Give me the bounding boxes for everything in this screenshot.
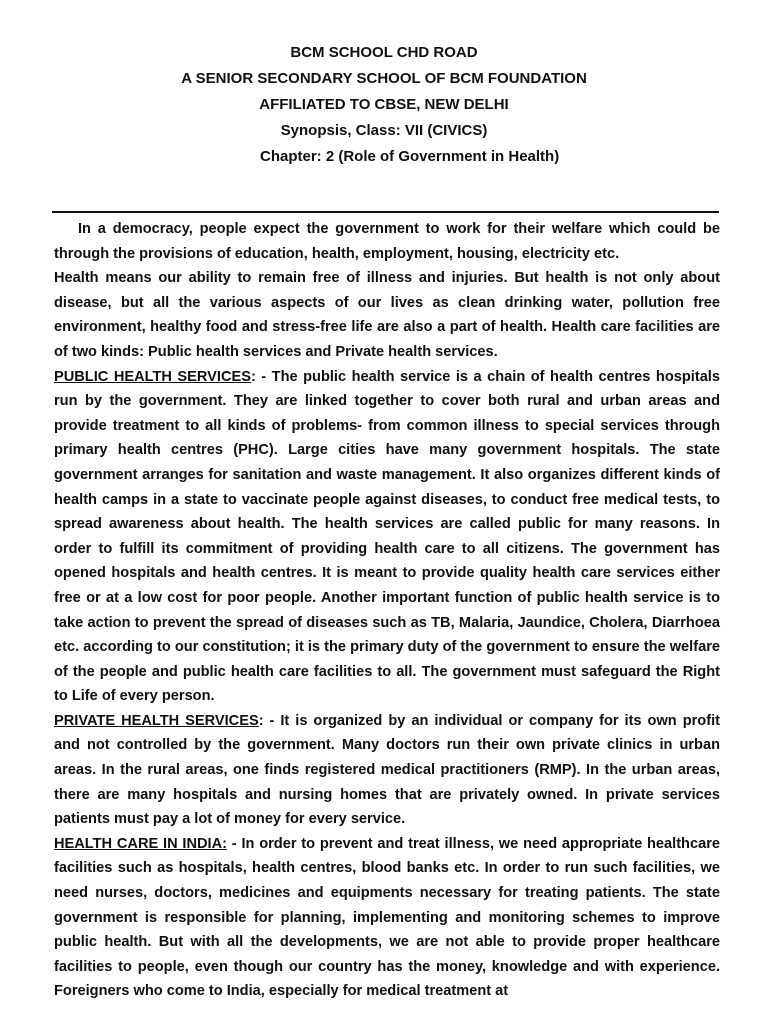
public-health-heading: PUBLIC HEALTH SERVICES [54,368,251,385]
public-health-text: The public health service is a chain of health centres hospitals run by the government. They are linked together to cover both rural and urban areas and provide treatment to all kinds of problems- from common illness to special services through primary health centres (PHC). Large cities have many government hospitals. The state government arranges for sanitation and waste management. It also organizes different kinds of health camps in a state to vaccinate people against diseases, to conduct free medical tests, to spread awareness about health. The health services are called public for many reasons. In order to fulfill its commitment of providing health care to all citizens. The government has opened hospitals and health centres. It is meant to provide quality health care services either free or at a low cost for poor people. Another important function of public health service is to take action to prevent the spread of diseases such as TB, Malaria, Jaundice, Cholera, Diarrhoea etc. according to our constitution; it is the primary duty of the government to ensure the welfare of the people and public health care facilities to all. The government must safeguard the Right to Life of every person. [54,368,720,705]
private-health-text: It is organized by an individual or company for its own profit and not controlled by the government. Many doctors run their own private clinics in urban areas. In the rural areas, one finds registered medical practitioners (RMP). In the urban areas, there are many hospitals and nursing homes that are privately owned. In private services patients must pay a lot of money for every service. [54,712,720,828]
health-care-india-heading: HEALTH CARE IN INDIA: [54,835,227,852]
school-name: BCM SCHOOL CHD ROAD [290,44,478,61]
chapter-title: Chapter: 2 (Role of Government in Health) [260,148,560,165]
school-foundation: A SENIOR SECONDARY SCHOOL OF BCM FOUNDATION [181,70,587,87]
public-health-separator: : - [250,368,272,385]
public-health-paragraph [54,365,720,709]
health-care-india-paragraph [54,832,720,1004]
health-care-india-separator: - [227,835,242,852]
school-affiliation: AFFILIATED TO CBSE, NEW DELHI [259,96,509,113]
private-health-heading: PRIVATE HEALTH SERVICES [54,712,259,729]
intro-paragraph: In a democracy, people expect the government to work for their welfare which could be through the provisions of education, health, employment, housing, electricity etc. [54,221,720,262]
private-health-separator: : - [258,712,281,729]
document-header [0,40,768,170]
private-health-paragraph [54,709,720,832]
health-definition-paragraph: Health means our ability to remain free of illness and injuries. But health is not only about disease, but all the various aspects of our lives as clean drinking water, pollution free environment, healthy food and stress-free life are also a part of health. Health care facilities are of two kinds: Public health services and Private health services. [54,270,720,360]
header-divider [52,211,719,213]
document-body [54,217,720,1004]
health-care-india-text: In order to prevent and treat illness, we need appropriate healthcare facilities such as hospitals, health centres, blood banks etc. In order to run such facilities, we need nurses, doctors, medicines and equipments necessary for treating patients. The state government is responsible for planning, implementing and monitoring schemes to improve public health. But with all the developments, we are not able to provide proper healthcare facilities to people, even though our country has the money, knowledge and with experience. Foreigners who come to India, especially for medical treatment at [54,835,720,1000]
synopsis-class: Synopsis, Class: VII (CIVICS) [280,122,488,139]
